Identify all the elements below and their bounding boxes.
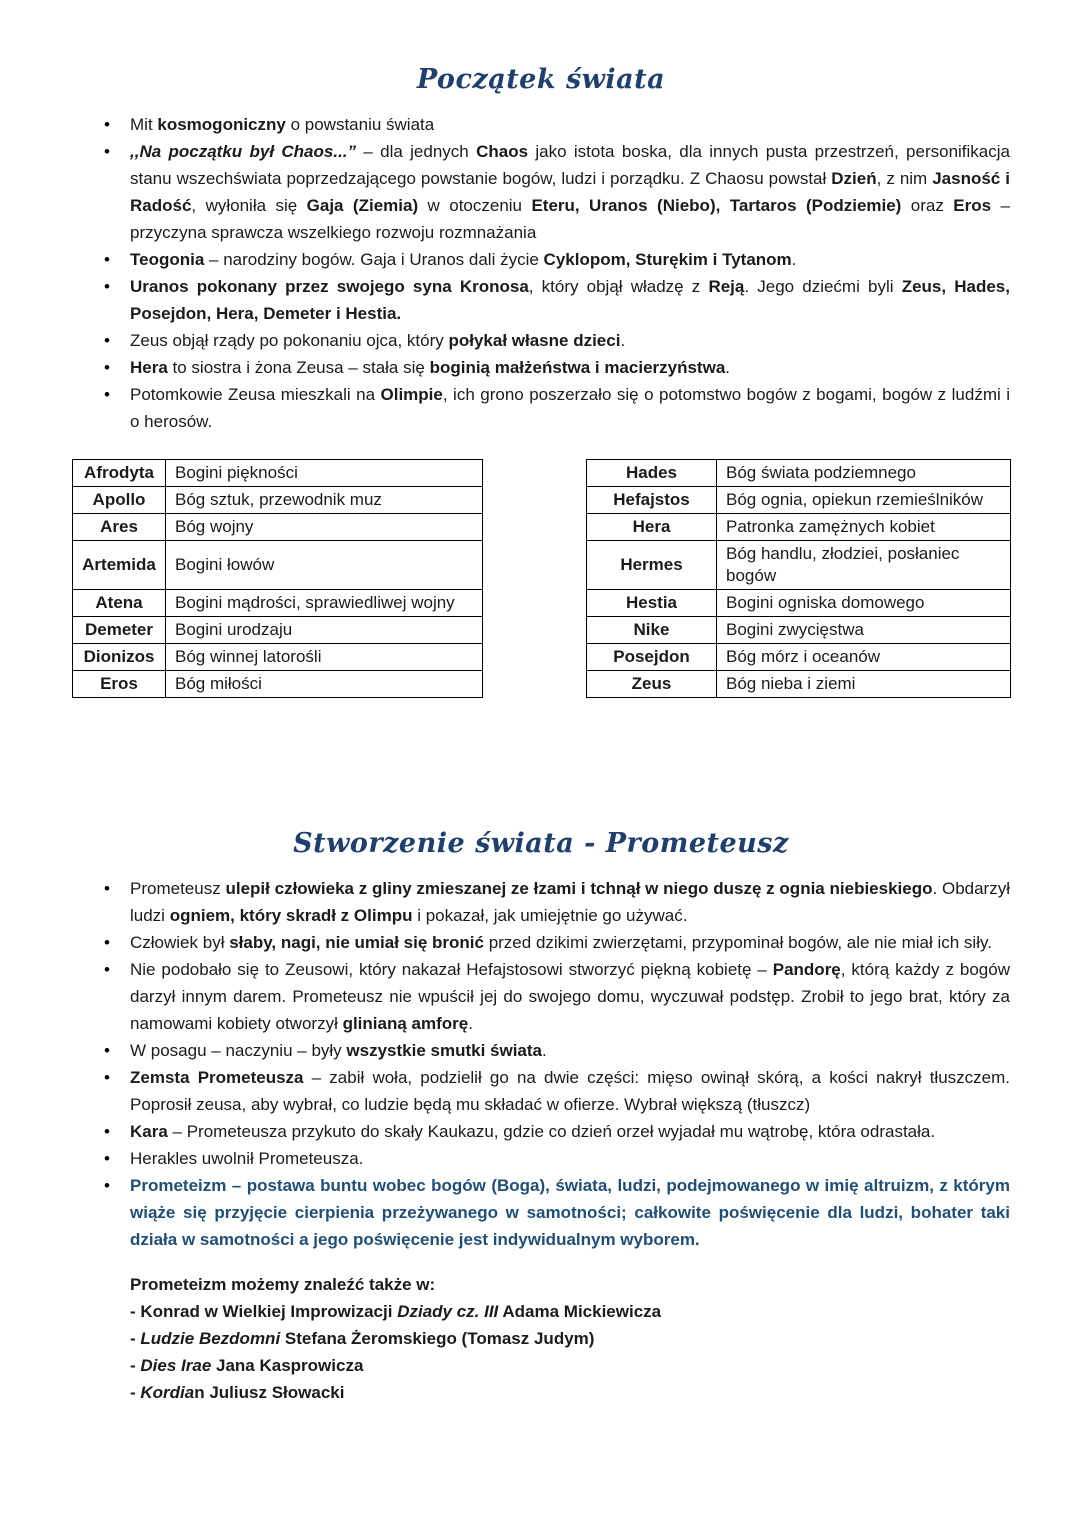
bullet-item [104, 111, 1010, 138]
bullet-item [104, 246, 1010, 273]
section2-title: Stworzenie świata - Prometeusz [293, 828, 789, 859]
god-name-cell: Hestia [587, 590, 717, 617]
bullet-marker-icon: • [104, 115, 110, 134]
god-desc-cell: Bogini ogniska domowego [717, 590, 1011, 617]
bullet-text: Mit kosmogoniczny o powstaniu świata [130, 115, 435, 134]
references-heading: Prometeizm możemy znaleźć także w: [130, 1275, 436, 1294]
bullet-marker-icon: • [104, 250, 110, 269]
gods-table-row [73, 460, 1011, 487]
bullet-item [104, 1145, 1010, 1172]
prometeizm-references-block [130, 1271, 1010, 1406]
god-name-cell: Hera [587, 514, 717, 541]
god-name-cell: Hades [587, 460, 717, 487]
table-spacer-cell [483, 617, 587, 644]
bullet-marker-icon: • [104, 385, 110, 404]
bullet-text: Nie podobało się to Zeusowi, który nakazał Hefajstosowi stworzyć piękną kobietę – Pandorę, którą każdy z bogów darzył innym darem. Prometeusz nie wpuścił jej do swojego domu, wyczuwał podstęp. Zrobił to jego brat, który za namowami kobiety otworzył glinianą amforę. [130, 960, 1010, 1033]
bullet-item [104, 1172, 1010, 1253]
table-spacer-cell [483, 671, 587, 698]
bullet-text: ,,Na początku był Chaos...” – dla jednych Chaos jako istota boska, dla innych pusta przestrzeń, personifikacja stanu wszechświata poprzedzającego powstanie bogów, ludzi i porządku. Z Chaosu powstał Dzień, z nim Jasność i Radość, wyłoniła się Gaja (Ziemia) w otoczeniu Eteru, Uranos (Niebo), Tartaros (Podziemie) oraz Eros – przyczyna sprawcza wszelkiego rozwoju rozmnażania [130, 142, 1010, 242]
reference-line: - Konrad w Wielkiej Improwizacji Dziady cz. III Adama Mickiewicza [130, 1302, 662, 1321]
bullet-text: Uranos pokonany przez swojego syna Kronosa, który objął władzę z Reją. Jego dziećmi byli Zeus, Hades, Posejdon, Hera, Demeter i Hestia. [130, 277, 1010, 323]
bullet-text: Człowiek był słaby, nagi, nie umiał się bronić przed dzikimi zwierzętami, przypominał bogów, ale nie miał ich siły. [130, 933, 992, 952]
bullet-marker-icon: • [104, 358, 110, 377]
god-name-cell: Atena [73, 590, 166, 617]
bullet-marker-icon: • [104, 1068, 110, 1087]
gods-table-row [73, 541, 1011, 590]
god-desc-cell: Patronka zamężnych kobiet [717, 514, 1011, 541]
gods-table-row [73, 671, 1011, 698]
bullet-text: Potomkowie Zeusa mieszkali na Olimpie, ich grono poszerzało się o potomstwo bogów z bogami, bogów z ludźmi i o herosów. [130, 385, 1010, 431]
god-name-cell: Ares [73, 514, 166, 541]
god-desc-cell: Bóg sztuk, przewodnik muz [166, 487, 483, 514]
bullet-item [104, 956, 1010, 1037]
bullet-marker-icon: • [104, 1176, 110, 1195]
gods-table-row [73, 644, 1011, 671]
section1-bullet-list [104, 111, 1010, 435]
reference-line: - Ludzie Bezdomni Stefana Żeromskiego (Tomasz Judym) [130, 1329, 595, 1348]
god-name-cell: Eros [73, 671, 166, 698]
bullet-item [104, 875, 1010, 929]
bullet-text: Zeus objął rządy po pokonaniu ojca, który połykał własne dzieci. [130, 331, 626, 350]
bullet-marker-icon: • [104, 277, 110, 296]
god-name-cell: Artemida [73, 541, 166, 590]
bullet-text: Hera to siostra i żona Zeusa – stała się boginią małżeństwa i macierzyństwa. [130, 358, 731, 377]
god-desc-cell: Bóg nieba i ziemi [717, 671, 1011, 698]
gods-table-row [73, 514, 1011, 541]
table-spacer-cell [483, 487, 587, 514]
gods-table-row [73, 487, 1011, 514]
table-spacer-cell [483, 590, 587, 617]
gods-table [72, 459, 1011, 698]
god-name-cell: Posejdon [587, 644, 717, 671]
bullet-item [104, 381, 1010, 435]
bullet-marker-icon: • [104, 960, 110, 979]
god-desc-cell: Bogini łowów [166, 541, 483, 590]
bullet-text: Prometeizm – postawa buntu wobec bogów (Boga), świata, ludzi, podejmowanego w imię altruizm, z którym wiąże się przyjęcie cierpienia przeżywanego w samotności; całkowite poświęcenie dla ludzi, bohater taki działa w samotności a jego poświęcenie jest indywidualnym wyborem. [130, 1176, 1010, 1249]
bullet-marker-icon: • [104, 933, 110, 952]
god-desc-cell: Bóg miłości [166, 671, 483, 698]
section1-title: Początek świata [416, 64, 666, 95]
section2-bullet-list [104, 875, 1010, 1253]
god-name-cell: Hermes [587, 541, 717, 590]
god-desc-cell: Bogini zwycięstwa [717, 617, 1011, 644]
god-name-cell: Zeus [587, 671, 717, 698]
gods-table-row [73, 617, 1011, 644]
bullet-marker-icon: • [104, 1041, 110, 1060]
bullet-item [104, 1064, 1010, 1118]
reference-line: - Kordian Juliusz Słowacki [130, 1383, 345, 1402]
bullet-text: Prometeusz ulepił człowieka z gliny zmieszanej ze łzami i tchnął w niego duszę z ognia niebieskiego. Obdarzył ludzi ogniem, który skradł z Olimpu i pokazał, jak umiejętnie go używać. [130, 879, 1010, 925]
bullet-text: Herakles uwolnił Prometeusza. [130, 1149, 364, 1168]
god-desc-cell: Bóg winnej latorośli [166, 644, 483, 671]
god-name-cell: Apollo [73, 487, 166, 514]
god-desc-cell: Bogini mądrości, sprawiedliwej wojny [166, 590, 483, 617]
bullet-item [104, 273, 1010, 327]
bullet-marker-icon: • [104, 879, 110, 898]
god-desc-cell: Bóg wojny [166, 514, 483, 541]
table-spacer-cell [483, 460, 587, 487]
god-desc-cell: Bogini piękności [166, 460, 483, 487]
god-name-cell: Demeter [73, 617, 166, 644]
bullet-marker-icon: • [104, 1149, 110, 1168]
bullet-marker-icon: • [104, 331, 110, 350]
gods-table-body [73, 460, 1011, 698]
table-spacer-cell [483, 644, 587, 671]
bullet-item [104, 929, 1010, 956]
god-name-cell: Dionizos [73, 644, 166, 671]
table-spacer-cell [483, 514, 587, 541]
bullet-text: W posagu – naczyniu – były wszystkie smutki świata. [130, 1041, 547, 1060]
bullet-text: Teogonia – narodziny bogów. Gaja i Uranos dali życie Cyklopom, Sturękim i Tytanom. [130, 250, 797, 269]
bullet-item [104, 138, 1010, 246]
bullet-marker-icon: • [104, 142, 110, 161]
god-desc-cell: Bóg mórz i oceanów [717, 644, 1011, 671]
gods-table-row [73, 590, 1011, 617]
bullet-item [104, 327, 1010, 354]
god-desc-cell: Bogini urodzaju [166, 617, 483, 644]
bullet-marker-icon: • [104, 1122, 110, 1141]
god-desc-cell: Bóg handlu, złodziei, posłaniec bogów [717, 541, 1011, 590]
table-spacer-cell [483, 541, 587, 590]
bullet-text: Kara – Prometeusza przykuto do skały Kaukazu, gdzie co dzień orzeł wyjadał mu wątrobę, która odrastała. [130, 1122, 936, 1141]
god-name-cell: Hefajstos [587, 487, 717, 514]
god-desc-cell: Bóg ognia, opiekun rzemieślników [717, 487, 1011, 514]
bullet-item [104, 1037, 1010, 1064]
bullet-item [104, 1118, 1010, 1145]
god-name-cell: Nike [587, 617, 717, 644]
god-name-cell: Afrodyta [73, 460, 166, 487]
reference-line: - Dies Irae Jana Kasprowicza [130, 1356, 364, 1375]
bullet-item [104, 354, 1010, 381]
bullet-text: Zemsta Prometeusza – zabił woła, podzielił go na dwie części: mięso owinął skórą, a kości nakrył tłuszczem. Poprosił zeusa, aby wybrał, co ludzie będą mu składać w ofierze. Wybrał większą (tłuszcz) [130, 1068, 1010, 1114]
god-desc-cell: Bóg świata podziemnego [717, 460, 1011, 487]
